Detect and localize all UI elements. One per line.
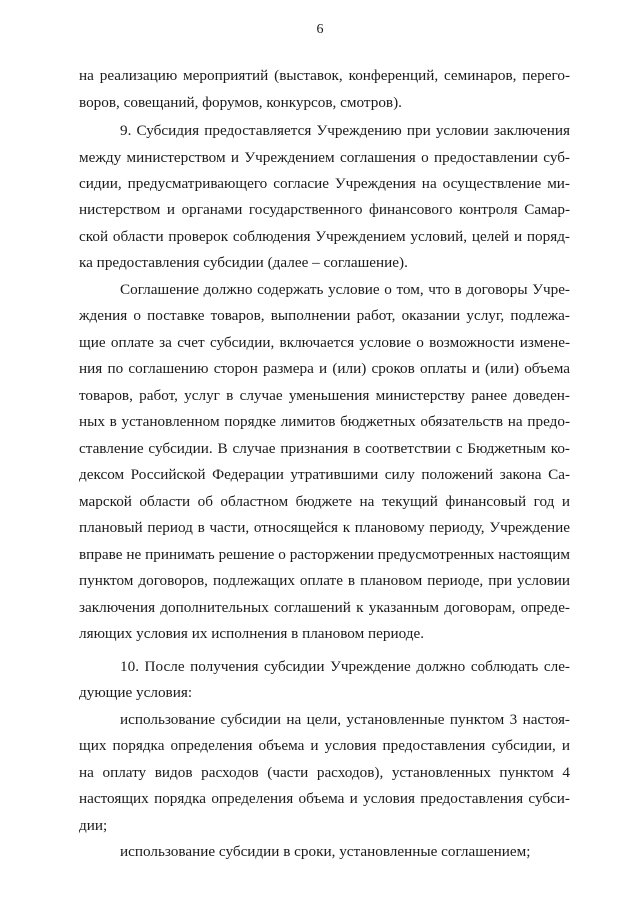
text-line: ляющих условия их исполнения в плановом периоде.	[79, 625, 425, 642]
page-number: 6	[316, 22, 324, 37]
text-line: воров, совещаний, форумов, конкурсов, смотров).	[79, 94, 402, 111]
text-line: использование субсидии в сроки, установленные соглашением;	[120, 843, 531, 860]
text-line: нистерством и органами государственного финансового контроля Самар-	[79, 201, 570, 218]
text-line: сидии, предусматривающего согласие Учреждения на осуществление ми-	[79, 175, 570, 192]
text-line: между министерством и Учреждением соглашения о предоставлении суб-	[79, 149, 570, 166]
text-line: ния по соглашению сторон размера и (или) сроков оплаты и (или) объема	[79, 360, 570, 377]
text-line: ждения о поставке товаров, выполнении работ, оказании услуг, подлежа-	[79, 307, 570, 324]
text-line: щие оплате за счет субсидии, включается условие о возможности измене-	[79, 334, 570, 351]
text-line: марской области об областном бюджете на текущий финансовый год и	[79, 493, 570, 510]
text-line: заключения дополнительных соглашений к указанным договорам, опреде-	[79, 599, 570, 616]
text-line: щих порядка определения объема и условия предоставления субсидии, и	[79, 737, 570, 754]
text-line: пунктом договоров, подлежащих оплате в плановом периоде, при условии	[79, 572, 570, 589]
text-line: ка предоставления субсидии (далее – соглашение).	[79, 254, 408, 271]
text-line: на оплату видов расходов (части расходов), установленных пунктом 4	[79, 764, 570, 781]
text-line: настоящих порядка определения объема и условия предоставления субси-	[79, 790, 570, 807]
text-line: дексом Российской Федерации утратившими силу положений закона Са-	[79, 466, 570, 483]
text-line: товаров, работ, услуг в случае уменьшения министерству ранее доведен-	[79, 387, 570, 404]
text-line: использование субсидии на цели, установленные пунктом 3 настоя-	[120, 711, 570, 728]
text-line: плановый период в части, относящейся к плановому периоду, Учреждение	[79, 519, 570, 536]
text-line: дии;	[79, 817, 108, 834]
text-line: ных в установленном порядке лимитов бюджетных обязательств на предо-	[79, 413, 570, 430]
text-line: ской области проверок соблюдения Учреждением условий, целей и поряд-	[79, 228, 570, 245]
text-line: на реализацию мероприятий (выставок, конференций, семинаров, перего-	[79, 67, 570, 84]
text-line: 10. После получения субсидии Учреждение должно соблюдать сле-	[120, 658, 570, 675]
text-line: Соглашение должно содержать условие о том, что в договоры Учре-	[120, 281, 570, 298]
text-line: дующие условия:	[79, 684, 193, 701]
text-line: вправе не принимать решение о расторжении предусмотренных настоящим	[79, 546, 570, 563]
text-line: 9. Субсидия предоставляется Учреждению при условии заключения	[120, 122, 570, 139]
text-line: ставление субсидии. В случае признания в соответствии с Бюджетным ко-	[79, 440, 570, 457]
